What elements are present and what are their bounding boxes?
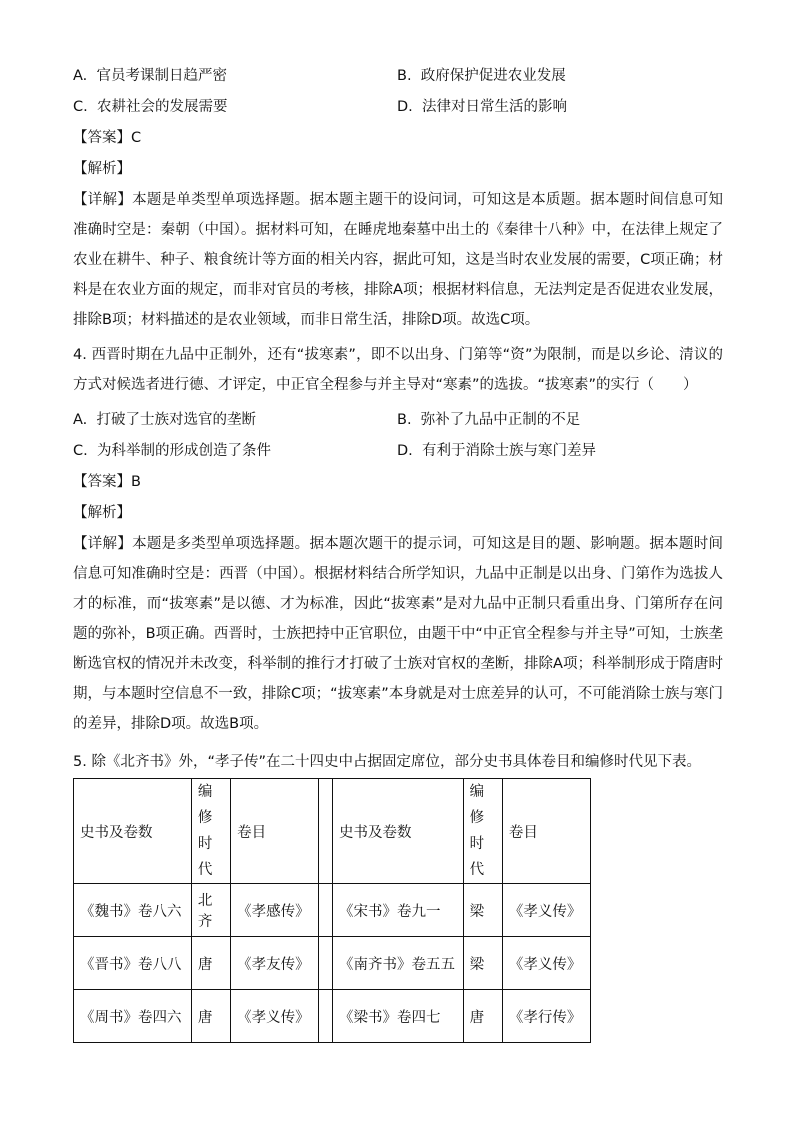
table-cell: 《孝行传》	[502, 990, 590, 1043]
option-letter: B.	[397, 68, 412, 84]
table-header-row	[74, 779, 591, 884]
q3-detail: 【详解】本题是单类型单项选择题。据本题主题干的设问词，可知这是本质题。据本题时间信息可知准确时空是：秦朝（中国）。据材料可知，在睡虎地秦墓中出土的《秦律十八种》中，在法律上规定了农业在耕牛、种子、粮食统计等方面的相关内容，据此可知，这是当时农业发展的需要，C项正确；材料是在农业方面的规定，而非对官员的考核，排除A项；根据材料信息，无法判定是否促进农业发展，排除B项；材料描述的是农业领域，而非日常生活，排除D项。故选C项。	[73, 192, 723, 328]
header-cell: 编修时代	[191, 779, 230, 884]
option-letter: D.	[397, 443, 413, 459]
option-letter: D.	[397, 99, 413, 115]
table-divider	[319, 884, 333, 937]
q3-option-c	[73, 97, 227, 117]
table-cell: 《宋书》卷九一	[333, 884, 464, 937]
table-cell: 唐	[463, 990, 502, 1043]
option-text: 打破了士族对选官的垄断	[96, 412, 256, 428]
q4-option-a	[73, 410, 256, 430]
q4-answer: 【答案】B	[73, 474, 141, 490]
option-text: 官员考课制日趋严密	[96, 68, 227, 84]
q4-option-d	[397, 441, 596, 461]
header-cell: 卷目	[502, 779, 590, 884]
table-row	[74, 937, 591, 990]
q3-answer: 【答案】C	[73, 130, 142, 146]
q3-option-d	[397, 97, 567, 117]
table-cell: 北齐	[191, 884, 230, 937]
table-cell: 《孝义传》	[502, 937, 590, 990]
table-row	[74, 990, 591, 1043]
table-cell: 《孝友传》	[231, 937, 319, 990]
option-text: 为科举制的形成创造了条件	[96, 443, 271, 459]
option-text: 有利于消除士族与寒门差异	[422, 443, 596, 459]
option-letter: C.	[73, 443, 88, 459]
q3-analysis-label: 【解析】	[73, 161, 131, 177]
q4-analysis-label: 【解析】	[73, 505, 131, 521]
table-cell: 唐	[191, 990, 230, 1043]
header-cell: 史书及卷数	[74, 779, 192, 884]
table-cell: 《周书》卷四六	[74, 990, 192, 1043]
option-text: 弥补了九品中正制的不足	[420, 412, 581, 428]
q4-option-b	[397, 410, 580, 430]
table-cell: 梁	[463, 884, 502, 937]
q4-stem: 4. 西晋时期在九品中正制外，还有“拔寒素”，即不以出身、门第等“资”为限制，而是以乡论、清议的方式对候选者进行德、才评定，中正官全程参与并主导对“寒素”的选拔。“拔寒素”的实行（ ）	[73, 347, 723, 393]
option-text: 政府保护促进农业发展	[420, 68, 566, 84]
q3-option-b	[397, 66, 566, 86]
option-text: 农耕社会的发展需要	[96, 99, 228, 115]
table-cell: 《孝义传》	[231, 990, 319, 1043]
table-cell: 《晋书》卷八八	[74, 937, 192, 990]
option-text: 法律对日常生活的影响	[422, 99, 567, 115]
q4-detail: 【详解】本题是多类型单项选择题。据本题次题干的提示词，可知这是目的题、影响题。据本题时间信息可知准确时空是：西晋（中国）。根据材料结合所学知识，九品中正制是以出身、门第作为选拔人才的标准，而“拔寒素”是以德、才为标准，因此“拔寒素”是对九品中正制只看重出身、门第所存在问题的弥补，B项正确。西晋时，士族把持中正官职位，由题干中“中正官全程参与并主导”可知，士族垄断选官权的情况并未改变，科举制的推行才打破了士族对官权的垄断，排除A项；科举制形成于隋唐时期，与本题时空信息不一致，排除C项；“拔寒素”本身就是对士庶差异的认可，不可能消除士族与寒门的差异，排除D项。故选B项。	[73, 536, 723, 732]
table-divider	[319, 937, 333, 990]
header-cell: 卷目	[231, 779, 319, 884]
history-table	[73, 778, 591, 1043]
q3-option-a	[73, 66, 227, 86]
option-letter: A.	[73, 68, 88, 84]
option-letter: C.	[73, 99, 88, 115]
option-letter: A.	[73, 412, 88, 428]
table-cell: 梁	[463, 937, 502, 990]
table-cell: 《孝义传》	[502, 884, 590, 937]
table-divider	[319, 779, 333, 884]
table-cell: 唐	[191, 937, 230, 990]
table-cell: 《魏书》卷八六	[74, 884, 192, 937]
q4-option-c	[73, 441, 271, 461]
q5-stem: 5. 除《北齐书》外，“孝子传”在二十四史中占据固定席位，部分史书具体卷目和编修时代见下表。	[73, 754, 701, 770]
table-divider	[319, 990, 333, 1043]
table-cell: 《南齐书》卷五五	[333, 937, 464, 990]
table-cell: 《孝感传》	[231, 884, 319, 937]
table-row	[74, 884, 591, 937]
header-cell: 编修时代	[463, 779, 502, 884]
table-cell: 《梁书》卷四七	[333, 990, 464, 1043]
option-letter: B.	[397, 412, 412, 428]
header-cell: 史书及卷数	[333, 779, 464, 884]
